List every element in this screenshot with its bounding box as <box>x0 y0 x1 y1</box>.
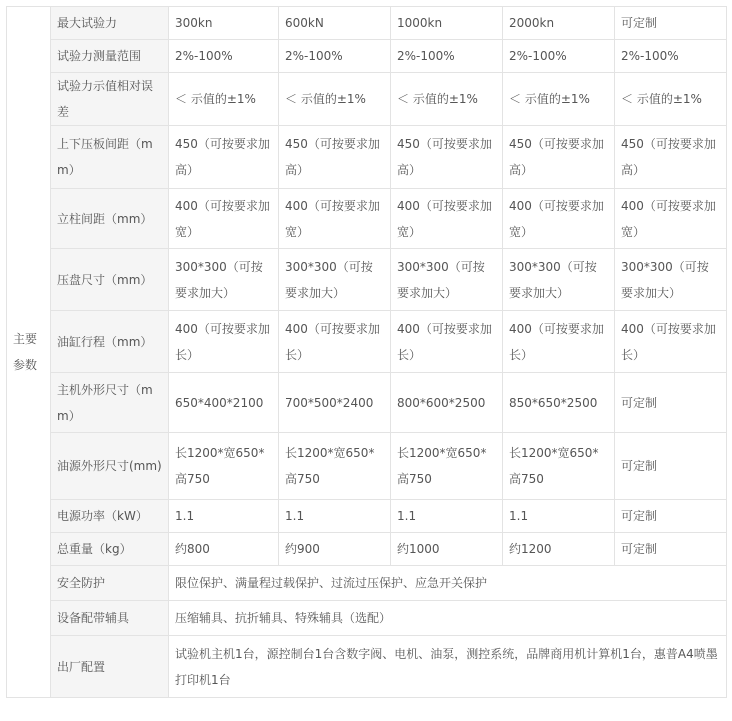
row-value: 400（可按要求加宽） <box>279 189 391 249</box>
row-value: 400（可按要求加宽） <box>169 189 279 249</box>
row-value: 300*300（可按要求加大） <box>391 249 503 311</box>
row-value: 可定制 <box>615 433 727 500</box>
row-label: 油缸行程（mm） <box>51 311 169 373</box>
group-label: 主要 参数 <box>7 7 51 698</box>
table-row <box>7 566 727 601</box>
table-row <box>7 636 727 698</box>
row-value: 2%-100% <box>279 40 391 73</box>
row-value: 400（可按要求加宽） <box>391 189 503 249</box>
table-row <box>7 189 727 249</box>
row-value: 400（可按要求加宽） <box>615 189 727 249</box>
row-value: 300*300（可按要求加大） <box>503 249 615 311</box>
row-value: 450（可按要求加高） <box>503 126 615 189</box>
row-value: 2%-100% <box>503 40 615 73</box>
row-value: 400（可按要求加长） <box>169 311 279 373</box>
table-row <box>7 601 727 636</box>
table-row <box>7 373 727 433</box>
row-value: ＜ 示值的±1% <box>279 73 391 126</box>
row-value: 可定制 <box>615 7 727 40</box>
row-value: 300*300（可按要求加大） <box>279 249 391 311</box>
row-value: 2%-100% <box>169 40 279 73</box>
row-value: 300*300（可按要求加大） <box>615 249 727 311</box>
table-row <box>7 533 727 566</box>
row-label: 油源外形尺寸(mm) <box>51 433 169 500</box>
row-value: 可定制 <box>615 500 727 533</box>
row-value: 2%-100% <box>391 40 503 73</box>
table-row <box>7 73 727 126</box>
row-value: 600kN <box>279 7 391 40</box>
row-label: 试验力测量范围 <box>51 40 169 73</box>
row-value: 长1200*宽650*高750 <box>279 433 391 500</box>
row-value: 850*650*2500 <box>503 373 615 433</box>
table-row <box>7 40 727 73</box>
table-row <box>7 433 727 500</box>
row-value: 长1200*宽650*高750 <box>503 433 615 500</box>
row-value: 2000kn <box>503 7 615 40</box>
row-value: 1.1 <box>391 500 503 533</box>
row-value: 450（可按要求加高） <box>169 126 279 189</box>
row-label: 安全防护 <box>51 566 169 601</box>
spec-table <box>6 6 727 698</box>
table-row <box>7 249 727 311</box>
row-label: 压盘尺寸（mm） <box>51 249 169 311</box>
row-value: 1000kn <box>391 7 503 40</box>
row-value: 约800 <box>169 533 279 566</box>
table-row <box>7 7 727 40</box>
table-row <box>7 126 727 189</box>
row-value: 450（可按要求加高） <box>615 126 727 189</box>
row-value: 可定制 <box>615 533 727 566</box>
row-value: ＜ 示值的±1% <box>169 73 279 126</box>
row-value: 1.1 <box>279 500 391 533</box>
row-value-wide: 限位保护、满量程过载保护、过流过压保护、应急开关保护 <box>169 566 727 601</box>
row-label: 主机外形尺寸（mm） <box>51 373 169 433</box>
row-label: 立柱间距（mm） <box>51 189 169 249</box>
row-label: 总重量（kg） <box>51 533 169 566</box>
row-value: 长1200*宽650*高750 <box>391 433 503 500</box>
row-label: 电源功率（kW） <box>51 500 169 533</box>
table-row <box>7 500 727 533</box>
row-value: 约1000 <box>391 533 503 566</box>
row-value: 700*500*2400 <box>279 373 391 433</box>
row-label: 出厂配置 <box>51 636 169 698</box>
row-value: 400（可按要求加长） <box>391 311 503 373</box>
spec-table-body <box>7 7 727 698</box>
row-value: 长1200*宽650*高750 <box>169 433 279 500</box>
row-value: 1.1 <box>169 500 279 533</box>
row-label: 设备配带辅具 <box>51 601 169 636</box>
row-value: 450（可按要求加高） <box>279 126 391 189</box>
row-value-wide: 试验机主机1台，源控制台1台含数字阀、电机、油泵，测控系统，品牌商用机计算机1台，惠普A4喷墨打印机1台 <box>169 636 727 698</box>
row-value: ＜ 示值的±1% <box>391 73 503 126</box>
row-label: 上下压板间距（mm） <box>51 126 169 189</box>
row-value: 约1200 <box>503 533 615 566</box>
row-value: 1.1 <box>503 500 615 533</box>
row-value: 400（可按要求加长） <box>503 311 615 373</box>
row-value: 300*300（可按要求加大） <box>169 249 279 311</box>
row-value: 300kn <box>169 7 279 40</box>
table-row <box>7 311 727 373</box>
row-value: 400（可按要求加宽） <box>503 189 615 249</box>
row-label: 最大试验力 <box>51 7 169 40</box>
row-value: ＜ 示值的±1% <box>503 73 615 126</box>
row-value: 可定制 <box>615 373 727 433</box>
row-value: 650*400*2100 <box>169 373 279 433</box>
row-label: 试验力示值相对误差 <box>51 73 169 126</box>
row-value-wide: 压缩辅具、抗折辅具、特殊辅具（选配） <box>169 601 727 636</box>
row-value: 2%-100% <box>615 40 727 73</box>
row-value: ＜ 示值的±1% <box>615 73 727 126</box>
row-value: 400（可按要求加长） <box>279 311 391 373</box>
row-value: 约900 <box>279 533 391 566</box>
row-value: 400（可按要求加长） <box>615 311 727 373</box>
row-value: 450（可按要求加高） <box>391 126 503 189</box>
row-value: 800*600*2500 <box>391 373 503 433</box>
